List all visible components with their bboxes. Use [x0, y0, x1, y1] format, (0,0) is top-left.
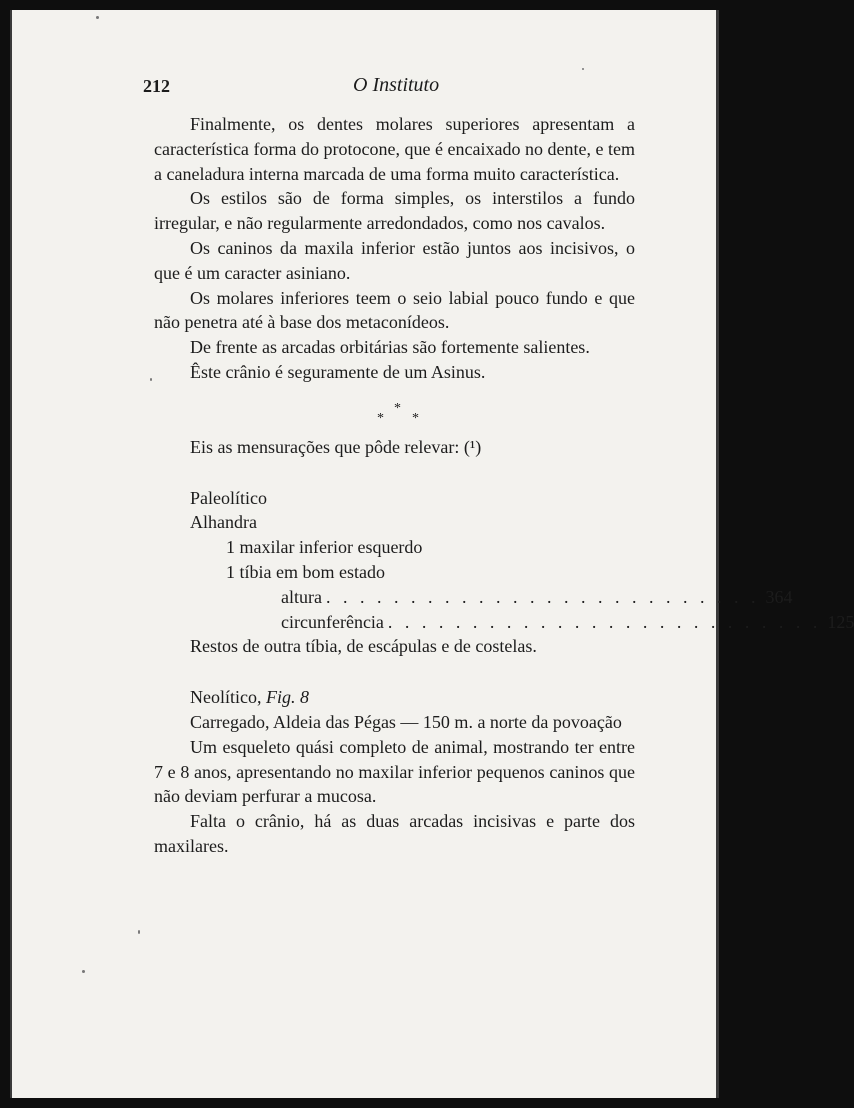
leader-dots: . . . . . . . . . . . . . . . . . . . . . . . . . . — [387, 611, 822, 632]
period-label: Paleolítico — [190, 487, 267, 508]
paragraph: Carregado, Aldeia das Pégas — 150 m. a norte da povoação — [190, 711, 622, 732]
list-item: 1 tíbia em bom estado — [226, 561, 385, 582]
paragraph: De frente as arcadas orbitárias são fortemente salientes. — [190, 337, 590, 358]
scan-border-right — [716, 10, 719, 1098]
paragraph: Um esqueleto quási completo de animal, mostrando ter entre 7 e 8 anos, apresentando no maxilar inferior pequenos caninos que não deviam perfurar a mucosa. — [154, 736, 635, 807]
figure-reference: Fig. 8 — [265, 687, 309, 708]
scan-speck — [150, 378, 152, 381]
measurement-label: circunferência — [281, 611, 384, 632]
neolithic-heading — [154, 685, 635, 710]
measurement-value: 125 — [827, 611, 854, 632]
paragraph: Êste crânio é seguramente de um Asinus. — [190, 361, 486, 382]
measurement-value: 364 — [765, 586, 793, 607]
measurement-label: altura — [281, 586, 322, 607]
site-label: Alhandra — [190, 512, 257, 533]
paragraph: Os estilos são de forma simples, os interstilos a fundo irregular, e não regularmente arredondados, como nos cavalos. — [154, 188, 635, 234]
leader-dots: . . . . . . . . . . . . . . . . . . . . . . . . . . — [325, 586, 760, 607]
paragraph: Os molares inferiores teem o seio labial pouco fundo e que não penetra até à base dos metaconídeos. — [154, 287, 635, 333]
measurement-row — [154, 610, 854, 635]
running-title: O Instituto — [353, 74, 440, 96]
scan-speck — [138, 930, 140, 934]
separator-star: * — [412, 410, 419, 426]
scan-border-left — [10, 10, 12, 1098]
separator-star: * — [394, 400, 401, 416]
list-item: 1 maxilar inferior esquerdo — [226, 537, 423, 558]
measurements-intro: Eis as mensurações que pôde relevar: (¹) — [190, 436, 482, 457]
separator-star: * — [377, 410, 384, 426]
page-body — [154, 112, 854, 859]
paragraph: Os caninos da maxila inferior estão juntos aos incisivos, o que é um caracter asiniano. — [154, 237, 635, 283]
remains-note: Restos de outra tíbia, de escápulas e de costelas. — [190, 636, 537, 657]
section-separator — [154, 391, 635, 435]
period-label: Neolítico, — [190, 687, 262, 708]
page-number: 212 — [143, 76, 170, 96]
paragraph: Finalmente, os dentes molares superiores apresentam a característica forma do protocone, que é encaixado no dente, e tem a caneladura interna marcada de uma forma muito característica. — [154, 114, 635, 184]
scan-speck — [582, 68, 584, 70]
paragraph: Falta o crânio, há as duas arcadas incisivas e parte dos maxilares. — [154, 811, 635, 856]
page-header — [143, 72, 633, 102]
scan-speck — [82, 970, 85, 973]
scan-speck — [96, 16, 99, 19]
measurement-row — [154, 585, 793, 610]
